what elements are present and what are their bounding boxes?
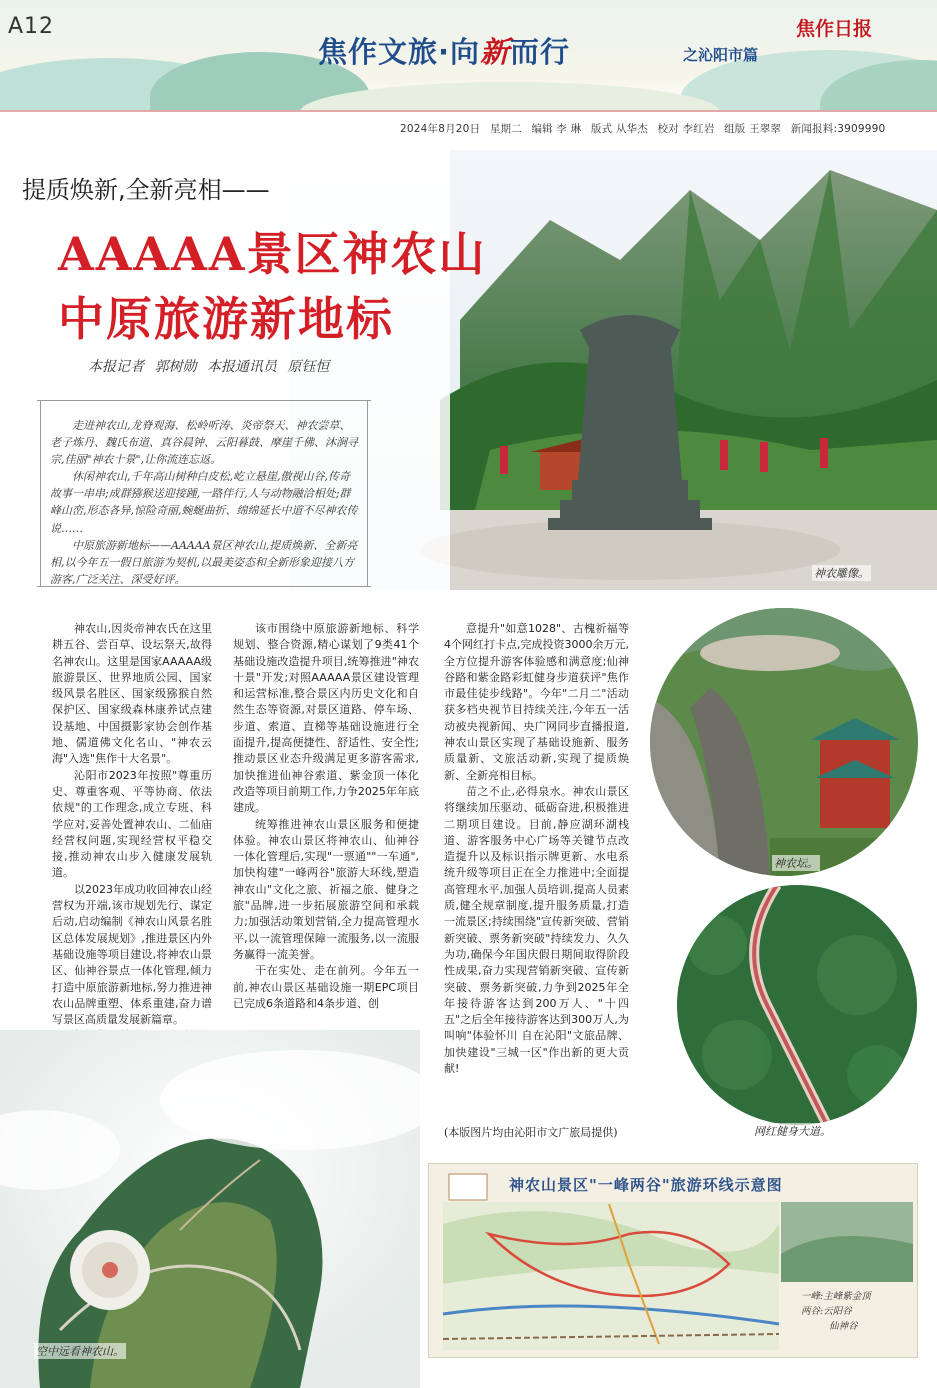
hero-photo-shennong-statue (290, 150, 937, 590)
photo-fitness-road (677, 885, 917, 1125)
body-paragraph: 意提升"如意1028"、古槐祈福等4个网红打卡点,完成投资3000余万元,全方位提升游客体验感和满意度;仙神谷路和紫金路彩虹健身步道获评"焦作市最佳徒步线路"。今年"二月二"活动获多档央视节目持续关注,今年五一活动被央视新闻、央广网同步直播报道,神农山景区实现了基础设施新、服务质量新、文旅活动新,实现了提质焕新、全新亮相目标。 (444, 622, 629, 782)
photo-credit: (本版图片均由沁阳市文广旅局提供) (444, 1126, 618, 1139)
series-title-part-c: 而行 (510, 35, 571, 69)
headline-line-2: 中原旅游新地标 (58, 292, 394, 346)
tour-loop-map (428, 1163, 918, 1358)
hero-caption: 神农雕像。 (814, 567, 869, 580)
body-column-3 (444, 621, 629, 1077)
masthead-meta (400, 121, 891, 136)
layout-credit: 版式 从华杰 (590, 123, 648, 135)
news-hotline: 新闻报料:3909990 (790, 123, 886, 135)
byline: 本报记者 郭树勋 本报通讯员 原钰恒 (88, 359, 330, 375)
series-title-highlight: 新 (480, 35, 511, 69)
body-paragraph: 神农山,因炎帝神农氏在这里耕五谷、尝百草、设坛祭天,故得名神农山。这里是国家AAAAA级旅游景区、世界地质公园、国家级风景名胜区、国家级猕猴自然保护区、国家级森林康养试点建设基地、中国摄影家协会创作基地、儒道佛文化名山、"神农云海"入选"焦作十大名景"。 (52, 622, 212, 766)
intro-paragraph: 中原旅游新地标——AAAAA景区神农山,提质焕新、全新亮相,以今年五一假日旅游为契机,以最美姿态和全新形象迎接八方游客,广泛关注、深受好评。 (50, 538, 358, 586)
yard-caption: 神农坛。 (774, 857, 818, 870)
intro-paragraph: 休闲神农山,千年高山树种白皮松,屹立悬崖,傲视山谷,传奇故事一串串;成群猕猴送迎接踵,一路伴行,人与动物融洽相处;群峰山峦,形态各异,惊险奇丽,蜿蜒曲折、绵绵延长中道不尽神农传说…… (50, 470, 358, 535)
headline-line-1: AAAAA景区神农山 (58, 227, 487, 281)
newspaper-logo: 焦作日报 (796, 18, 873, 40)
body-column-1 (52, 621, 212, 1061)
road-caption: 网红健身大道。 (754, 1125, 831, 1138)
series-title (318, 30, 570, 71)
intro-paragraph: 走进神农山,龙脊观海、松岭听涛、炎帝祭天、神农尝草、老子炼丹、魏氏布道、真谷晨钟、云阳暮鼓、摩崖千佛、沐涧寻宗,佳丽"神农十景",让你流连忘返。 (50, 419, 358, 467)
proof-credit: 校对 李红岩 (657, 123, 715, 135)
body-paragraph: 沁阳市2023年按照"尊重历史、尊重客观、平等协商、依法依规"的工作理念,成立专班、科学应对,妥善处置神农山、二仙庙经营权问题,实现经营权平稳交接,推动神农山步入健康发展轨道。 (52, 768, 212, 880)
body-paragraph: 统筹推进神农山景区服务和便捷体验。神农山景区将神农山、仙神谷一体化管理后,实现"一票通""一车通",加快构建"一峰两谷"旅游大环线,塑造神农山"文化之旅、祈福之旅、健身之旅"品牌,进一步拓展旅游空间和承载力;加强活动策划营销,全力提高管理水平,以一流管理保障一流服务,以一流服务赢得一流美誉。 (233, 817, 419, 961)
issue-date: 2024年8月20日 (400, 123, 481, 135)
map-legend-item: 仙神谷 (829, 1321, 858, 1332)
page-number: A12 (8, 14, 55, 39)
series-title-part-a: 焦作文旅·向 (318, 35, 481, 69)
article-kicker: 提质焕新,全新亮相—— (22, 176, 270, 204)
aerial-caption: 空中远看神农山。 (36, 1345, 124, 1358)
body-paragraph: 以2023年成功收回神农山经营权为开端,该市规划先行、谋定后动,启动编制《神农山风景名胜区总体发展规划》,推进景区内外基础设施等项目建设,将神农山景区、仙神谷景点一体化管理,倾力打造中原旅游新地标,努力推进神农山品牌重塑、体系重建,奋力谱写景区高质量发展新篇章。 (52, 882, 212, 1027)
map-legend (801, 1289, 913, 1334)
body-paragraph: 干在实处、走在前列。今年五一前,神农山景区基础设施一期EPC项目已完成6条道路和4条步道、创 (233, 964, 419, 1010)
intro-text (50, 417, 358, 588)
issue-weekday: 星期二 (489, 123, 522, 135)
banner-divider (0, 110, 937, 112)
map-legend-item: 两谷:云阳谷 (801, 1306, 852, 1317)
body-column-2 (233, 621, 419, 1012)
photo-shennong-altar (650, 608, 918, 876)
map-legend-item: 一峰:主峰紫金顶 (801, 1291, 871, 1302)
editor-credit: 编辑 李 琳 (531, 123, 582, 135)
map-title: 神农山景区"一峰两谷"旅游环线示意图 (509, 1176, 783, 1194)
group-credit: 组版 王翠翠 (724, 123, 782, 135)
series-subtitle: 之沁阳市篇 (683, 46, 759, 64)
body-paragraph: 苗之不止,必得泉水。神农山景区将继续加压驱动、砥砺奋进,积极推进二期项目建设。目前,静应湖环湖栈道、游客服务中心广场等关键节点改造提升以及标识指示牌更新、水电系统升级等项目正在全力推进中;全面提高管理水平,加强人员培训,提高人员素质,健全规章制度,提升服务质量,打造一流景区;持续围绕"宣传新突破、营销新突破、票务新突破"持续发力、久久为功,确保今年国庆假日期间取得阶段性成果,奋力实现营销新突破、宣传新突破、票务新突破,力争到2025年全年接待游客达到200万人、"十四五"之后全年接待游客达到300万人,为叫响"体验怀川 自在沁阳"文旅品牌、加快建设"三城一区"作出新的更大贡献! (444, 784, 629, 1076)
body-paragraph: 该市围绕中原旅游新地标、科学规划、整合资源,精心谋划了9类41个基础设施改造提升项目,统筹推进"神农十景"开发;对照AAAAA景区建设管理和运营标准,整合景区内历史文化和自然生态等资源,对景区道路、停车场、步道、索道、直梯等基础设施进行全面提升,提高便捷性、舒适性、安全性;推动景区业态升级满足更多游客需求,加快推进仙神谷索道、紫金顶一体化改造等项目前期工作,力争2025年年底建成。 (233, 622, 419, 815)
photo-aerial-shennong-mountain (0, 1030, 420, 1388)
